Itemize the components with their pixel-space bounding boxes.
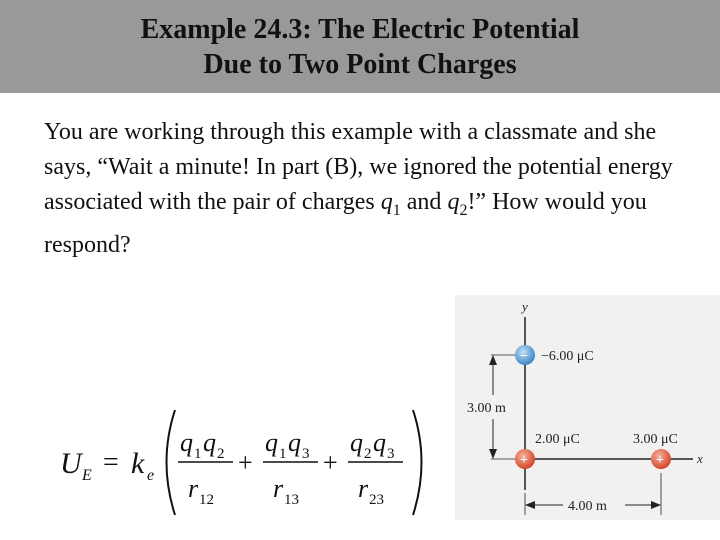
term2-num-a-sub: 1 [279, 446, 287, 462]
horizontal-dimension-arrow-left [525, 501, 535, 509]
term3-num-a: q [350, 428, 363, 457]
term3-num-b: q [373, 428, 386, 457]
plus-sign-1: + [238, 448, 253, 477]
horizontal-dimension-arrow-right [651, 501, 661, 509]
formula-k-subscript: e [147, 467, 155, 484]
term2-num-a: q [265, 428, 278, 457]
term1-num-b-sub: 2 [217, 446, 225, 462]
slide-title-line-1: Example 24.3: The Electric Potential [140, 13, 580, 45]
term3-den: r [358, 474, 369, 503]
origin-charge-sign: + [520, 453, 528, 468]
fraction-term-3 [348, 428, 403, 508]
term1-den-sub: 12 [199, 492, 214, 508]
formula-lhs-u: U [60, 447, 82, 480]
right-charge-label: 3.00 μC [633, 432, 678, 447]
origin-charge-label: 2.00 μC [535, 432, 580, 447]
term3-den-sub: 23 [369, 492, 384, 508]
right-charge-sign: + [656, 453, 664, 468]
question-text-part2: and [400, 189, 448, 215]
right-parenthesis [413, 410, 422, 515]
question-text-part3: !” How would you respond? [44, 189, 647, 258]
q2-variable: q [447, 189, 460, 215]
horizontal-distance-label: 4.00 m [568, 499, 607, 514]
formula-lhs-subscript: E [82, 467, 92, 484]
charge-diagram [455, 295, 720, 520]
vertical-dimension-arrow-up [489, 355, 497, 365]
q1-variable: q [380, 189, 393, 215]
title-bar [0, 0, 720, 93]
plus-sign-2: + [323, 448, 338, 477]
term1-den: r [188, 474, 199, 503]
q2-subscript: 2 [459, 201, 468, 219]
slide-title-line-2: Due to Two Point Charges [203, 48, 517, 80]
negative-charge-label: −6.00 μC [541, 349, 594, 364]
term2-den: r [273, 474, 284, 503]
question-text-part1: You are working through this example with a classmate and she says, “Wait a minute! In part (B), we ignored the potential energy associated with the pair of charges [44, 119, 673, 215]
x-axis-label: x [697, 451, 703, 466]
term2-num-b-sub: 3 [302, 446, 310, 462]
negative-charge-sign: − [520, 349, 528, 364]
q1-subscript: 1 [392, 201, 401, 219]
charge-diagram-figure [455, 295, 720, 520]
term1-num-b: q [203, 428, 216, 457]
term1-num-a-sub: 1 [194, 446, 202, 462]
term2-den-sub: 13 [284, 492, 299, 508]
vertical-dimension-arrow-down [489, 449, 497, 459]
term1-num-a: q [180, 428, 193, 457]
potential-energy-formula [55, 405, 455, 520]
vertical-distance-label: 3.00 m [467, 401, 506, 416]
fraction-term-1 [178, 428, 233, 508]
question-paragraph [44, 115, 704, 263]
formula-equals: = [103, 447, 119, 478]
formula-k: k [131, 447, 145, 480]
y-axis-label: y [522, 299, 528, 314]
term2-num-b: q [288, 428, 301, 457]
left-parenthesis [167, 410, 176, 515]
term3-num-a-sub: 2 [364, 446, 372, 462]
term3-num-b-sub: 3 [387, 446, 395, 462]
fraction-term-2 [263, 428, 318, 508]
